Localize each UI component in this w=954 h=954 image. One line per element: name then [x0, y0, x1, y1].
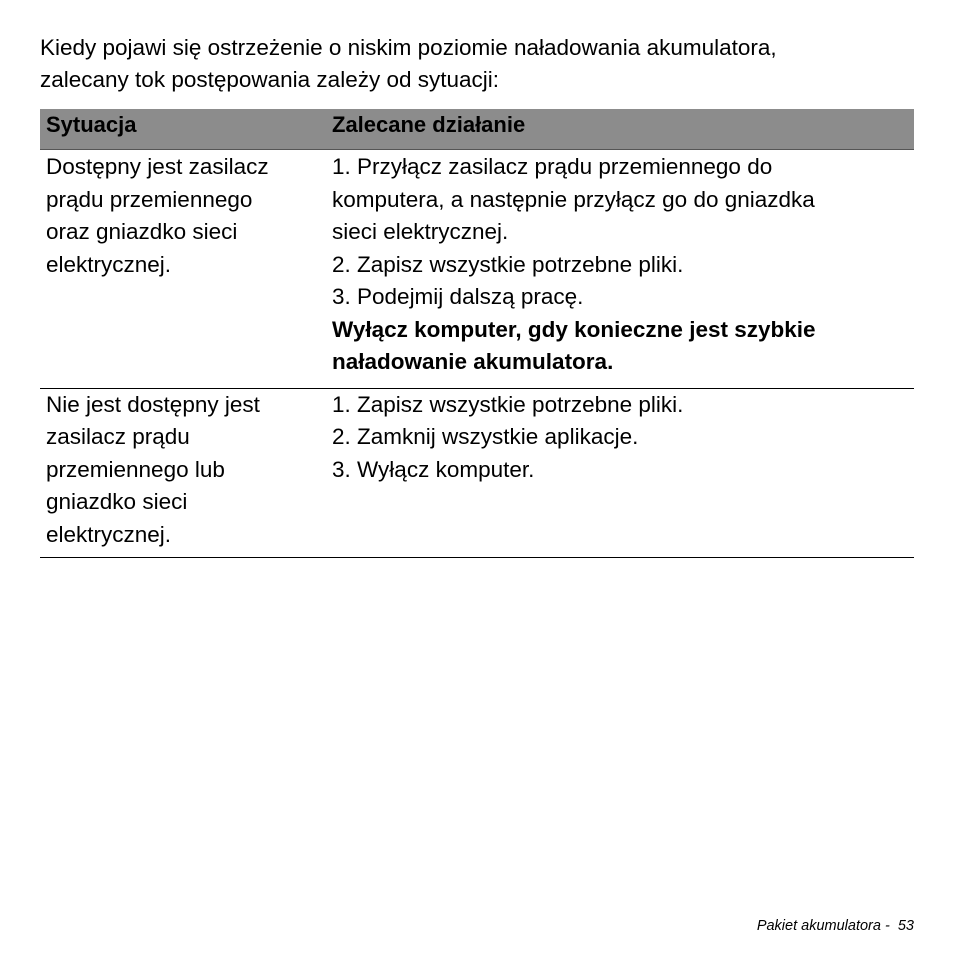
cell-line: elektrycznej. [46, 521, 172, 547]
page-footer [757, 918, 914, 934]
situation-cell [40, 388, 326, 558]
header-recommended-action: Zalecane działanie [326, 109, 914, 150]
intro-paragraph [40, 32, 930, 96]
cell-line: 3. Podejmij dalszą pracę. [332, 284, 584, 309]
cell-line: Dostępny jest zasilacz [46, 154, 269, 179]
header-situation: Sytuacja [40, 109, 326, 150]
cell-line: prądu przemiennego [46, 186, 253, 212]
cell-line: 1. Zapisz wszystkie potrzebne pliki. [332, 391, 684, 417]
cell-line: sieci elektrycznej. [332, 219, 509, 244]
cell-line: zasilacz prądu [46, 424, 190, 449]
cell-line: 2. Zamknij wszystkie aplikacje. [332, 424, 639, 449]
footer-section-title: Pakiet akumulatora - [756, 918, 890, 934]
table-row [40, 388, 914, 558]
action-cell [326, 388, 914, 558]
cell-line: 3. Wyłącz komputer. [332, 456, 535, 482]
page-number: 53 [897, 918, 914, 934]
intro-line: zalecany tok postępowania zależy od sytuacji: [40, 67, 500, 92]
bold-note-line: Wyłącz komputer, gdy konieczne jest szybkie [332, 316, 816, 342]
cell-line: elektrycznej. [46, 251, 172, 277]
cell-line: 1. Przyłącz zasilacz prądu przemiennego do [332, 154, 773, 179]
battery-situation-table [40, 109, 914, 558]
cell-line: oraz gniazdko sieci [46, 219, 238, 244]
cell-line: 2. Zapisz wszystkie potrzebne pliki. [332, 251, 684, 277]
table-header-row [40, 109, 914, 150]
cell-line: komputera, a następnie przyłącz go do gniazdka [332, 186, 815, 212]
intro-line: Kiedy pojawi się ostrzeżenie o niskim poziomie naładowania akumulatora, [40, 35, 777, 60]
bold-note-line: naładowanie akumulatora. [332, 349, 614, 374]
table-row [40, 150, 914, 389]
action-cell [326, 150, 914, 389]
cell-line: przemiennego lub [46, 456, 225, 482]
cell-line: gniazdko sieci [46, 489, 188, 514]
cell-line: Nie jest dostępny jest [46, 391, 260, 417]
situation-cell [40, 150, 326, 389]
